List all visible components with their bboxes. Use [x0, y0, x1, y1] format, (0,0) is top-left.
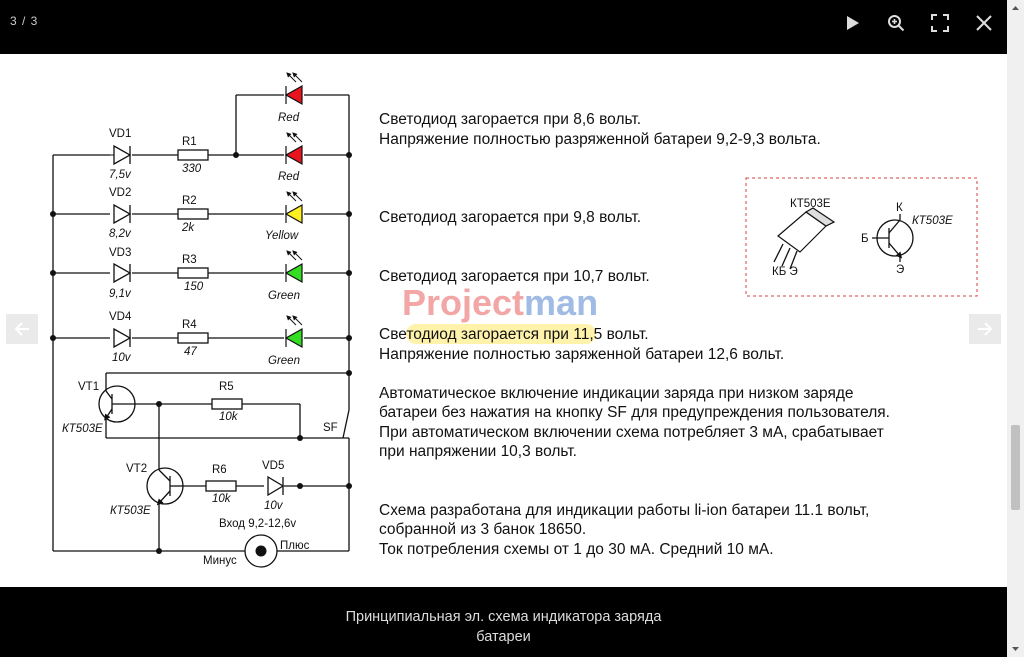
- scrollbar-thumb[interactable]: [1011, 425, 1020, 510]
- svg-text:При автоматическом включении с: При автоматическом включении схема потребляет 3 мА, срабатывает: [379, 424, 884, 441]
- svg-text:10v: 10v: [264, 500, 283, 512]
- caption-line-1: Принципиальная эл. схема индикатора заряда: [345, 609, 662, 625]
- caption-bar: [0, 587, 1007, 657]
- svg-text:VT2: VT2: [126, 463, 148, 475]
- svg-text:R5: R5: [219, 381, 234, 393]
- zoom-in-icon: [887, 14, 905, 32]
- page-scrollbar[interactable]: [1007, 0, 1024, 657]
- svg-text:КТ503Е: КТ503Е: [790, 198, 831, 210]
- svg-text:Светодиод загорается при 9,8 в: Светодиод загорается при 9,8 вольт.: [379, 209, 642, 226]
- led-yellow: [286, 205, 302, 223]
- svg-text:Э: Э: [896, 264, 905, 276]
- svg-text:Green: Green: [268, 290, 300, 302]
- image-stage: [0, 54, 1007, 587]
- svg-text:VD2: VD2: [109, 187, 132, 199]
- svg-text:Автоматическое включение индик: Автоматическое включение индикации заряда при низком заряде: [379, 385, 854, 402]
- viewer-toolbar: [0, 0, 1007, 54]
- power-jack: [245, 535, 277, 567]
- svg-text:R6: R6: [212, 464, 227, 476]
- transistor-pinout-inset: [746, 178, 977, 296]
- led-green-2: [286, 329, 302, 347]
- svg-text:при напряжении 10,3 вольт.: при напряжении 10,3 вольт.: [379, 443, 577, 460]
- svg-text:10v: 10v: [112, 352, 131, 364]
- svg-text:Вход 9,2-12,6v: Вход 9,2-12,6v: [219, 518, 297, 530]
- svg-text:батареи без нажатия на кнопку: батареи без нажатия на кнопку SF для предупреждения пользователя.: [379, 404, 890, 421]
- leds: [286, 86, 302, 347]
- svg-text:Yellow: Yellow: [265, 230, 299, 242]
- svg-text:Светодиод загорается при 10,7: Светодиод загорается при 10,7 вольт.: [379, 268, 650, 285]
- svg-text:Светодиод загорается при 11,5: Светодиод загорается при 11,5 вольт.: [379, 326, 649, 343]
- transistor-vt2: [147, 468, 183, 504]
- scroll-down-icon[interactable]: [1007, 643, 1024, 655]
- svg-text:Минус: Минус: [203, 555, 237, 567]
- svg-text:К: К: [896, 202, 903, 214]
- caption-line-2: батареи: [476, 629, 531, 645]
- svg-text:VD1: VD1: [109, 128, 132, 140]
- svg-text:Плюс: Плюс: [280, 540, 310, 552]
- svg-text:Red: Red: [278, 171, 300, 183]
- svg-text:8,2v: 8,2v: [109, 228, 131, 240]
- svg-text:47: 47: [184, 346, 197, 358]
- svg-text:КТ503Е: КТ503Е: [110, 505, 151, 517]
- svg-text:Светодиод загорается при 8,6 в: Светодиод загорается при 8,6 вольт.: [379, 111, 642, 128]
- svg-text:VD5: VD5: [262, 460, 285, 472]
- svg-text:9,1v: 9,1v: [109, 288, 131, 300]
- scroll-up-icon[interactable]: [1007, 2, 1024, 14]
- svg-text:VD4: VD4: [109, 311, 132, 323]
- led-green: [286, 264, 302, 282]
- svg-text:2k: 2k: [182, 222, 195, 234]
- svg-text:КТ503Е: КТ503Е: [912, 215, 953, 227]
- svg-text:R3: R3: [182, 254, 197, 266]
- fullscreen-button[interactable]: [921, 8, 959, 38]
- svg-text:10k: 10k: [219, 411, 238, 423]
- led-red: [286, 146, 302, 164]
- previous-image-button[interactable]: [6, 314, 38, 344]
- fullscreen-icon: [931, 14, 949, 32]
- next-image-button[interactable]: [969, 314, 1001, 344]
- svg-text:Напряжение полностью разряженн: Напряжение полностью разряженной батареи 9,2-9,3 вольта.: [379, 131, 821, 148]
- schematic-image: [0, 54, 1007, 587]
- svg-text:КБ Э: КБ Э: [772, 266, 798, 278]
- svg-text:Напряжение полностью заряженно: Напряжение полностью заряженной батареи 12,6 вольт.: [379, 346, 785, 363]
- slideshow-button[interactable]: [834, 8, 872, 38]
- zener-diodes: [114, 146, 283, 495]
- watermark: Projectman: [402, 282, 599, 323]
- svg-text:SF: SF: [323, 422, 338, 434]
- svg-text:R2: R2: [182, 195, 197, 207]
- svg-text:10k: 10k: [212, 493, 231, 505]
- svg-text:R1: R1: [182, 136, 197, 148]
- svg-text:Green: Green: [268, 355, 300, 367]
- svg-text:VD3: VD3: [109, 247, 132, 259]
- svg-text:Б: Б: [861, 233, 869, 245]
- svg-text:R4: R4: [182, 319, 197, 331]
- svg-text:Red: Red: [278, 112, 300, 124]
- zoom-button[interactable]: [877, 8, 915, 38]
- slide-counter: 3 / 3: [10, 14, 39, 28]
- image-caption: [0, 607, 1007, 647]
- svg-text:Схема разработана для индикаци: Схема разработана для индикации работы li-ion батареи 11.1 вольт,: [379, 502, 870, 519]
- arrow-left-icon: [14, 322, 30, 336]
- svg-text:Ток потребления схемы от 1 до: Ток потребления схемы от 1 до 30 мА. Средний 10 мА.: [379, 541, 774, 558]
- play-icon: [846, 15, 860, 31]
- arrow-right-icon: [977, 322, 993, 336]
- svg-text:7,5v: 7,5v: [109, 169, 131, 181]
- svg-text:VT1: VT1: [78, 381, 100, 393]
- close-icon: [976, 15, 992, 31]
- close-button[interactable]: [965, 8, 1003, 38]
- led-red-top: [286, 86, 302, 104]
- svg-text:КТ503Е: КТ503Е: [62, 423, 103, 435]
- svg-text:330: 330: [182, 163, 202, 175]
- transistor-vt1: [99, 386, 135, 422]
- svg-text:собранной из 3 банок 18650.: собранной из 3 банок 18650.: [379, 521, 587, 538]
- svg-text:150: 150: [184, 281, 204, 293]
